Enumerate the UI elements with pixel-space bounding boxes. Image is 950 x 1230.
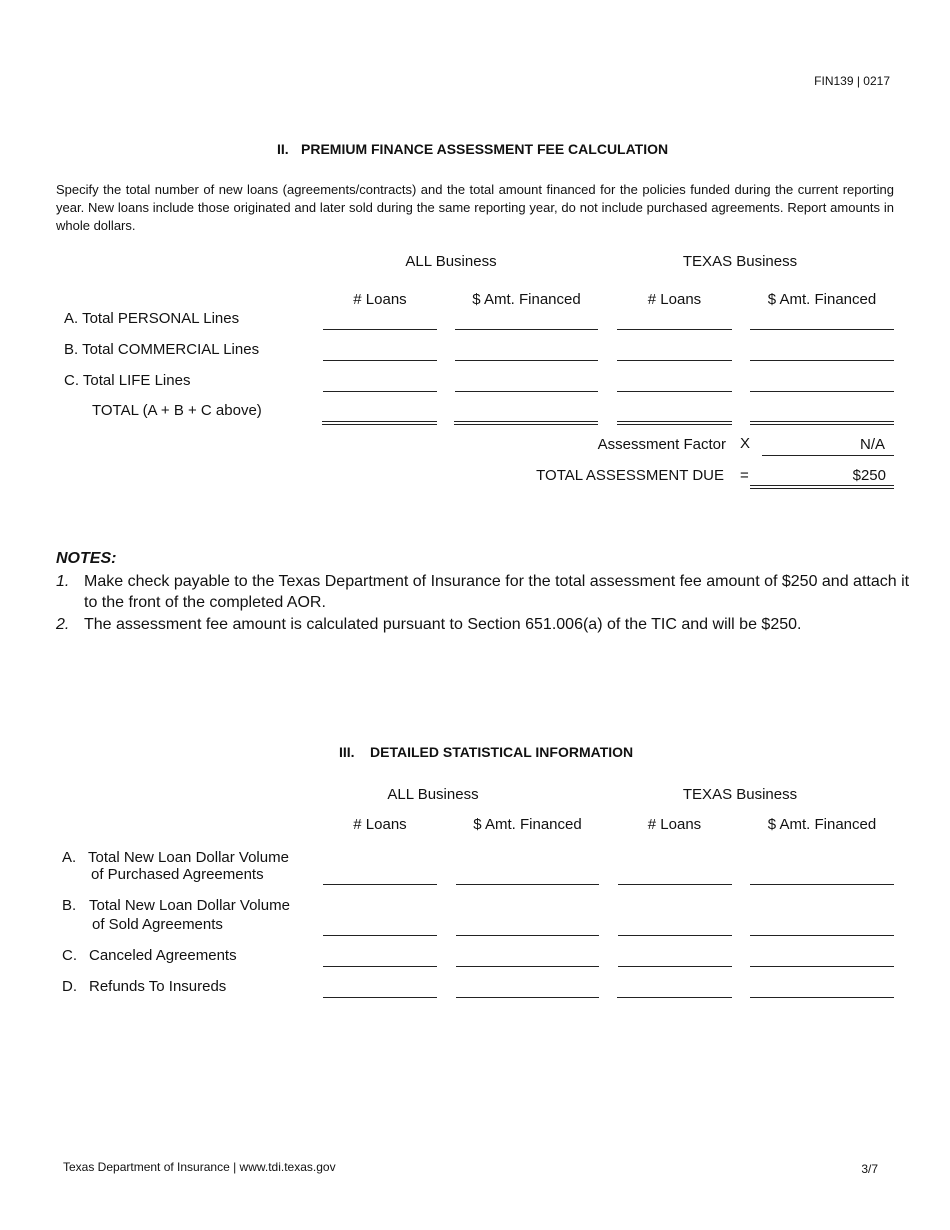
section-2-title: PREMIUM FINANCE ASSESSMENT FEE CALCULATION [301,141,669,157]
col-header-loans-texas: # Loans [647,291,702,308]
life-amt-texas-field[interactable] [750,391,894,392]
refunds-amt-texas-field[interactable] [750,997,894,998]
purchased-amt-texas-field[interactable] [750,884,894,885]
note-item [56,571,916,613]
section-2-instructions: Specify the total number of new loans (agreements/contracts) and the total amount financed for the policies funded during the current reporting year. New loans include those originated and later sold during the same reporting year, do not include purchased agreements. Report amounts in whole dollars. [56,182,894,233]
all-business-header-s3: ALL Business [387,786,479,803]
total-loans-texas-field[interactable] [617,421,732,425]
total-assessment-due-operator: = [740,467,749,484]
sold-amt-all-field[interactable] [456,935,599,936]
all-business-header: ALL Business [405,253,497,270]
note-number: 2. [56,616,70,633]
purchased-loans-all-field[interactable] [323,884,437,885]
notes-title: NOTES: [56,550,117,567]
col-header-loans-all-s3: # Loans [353,816,407,833]
row-personal-lines-label: A. Total PERSONAL Lines [64,310,240,327]
s3-row-letter: C. [62,947,77,964]
purchased-agreements-label-line2: of Purchased Agreements [91,866,264,883]
assessment-factor-operator: X [740,435,751,452]
personal-amt-texas-field[interactable] [750,329,894,330]
sold-agreements-label: Total New Loan Dollar Volume [89,897,290,914]
refunds-loans-texas-field[interactable] [617,997,732,998]
section-3-number: III. [339,744,355,760]
row-life-lines-label: C. Total LIFE Lines [64,372,191,389]
canceled-amt-all-field[interactable] [456,966,599,967]
page-number: 3/7 [861,1162,878,1176]
row-total-label: TOTAL (A + B + C above) [92,402,262,419]
row-commercial-lines-label: B. Total COMMERCIAL Lines [64,341,260,358]
personal-loans-texas-field[interactable] [617,329,732,330]
sold-amt-texas-field[interactable] [750,935,894,936]
section-3-title: DETAILED STATISTICAL INFORMATION [370,744,634,760]
sold-agreements-label-line2: of Sold Agreements [92,916,223,933]
canceled-agreements-label: Canceled Agreements [89,947,237,964]
canceled-loans-all-field[interactable] [323,966,437,967]
refunds-to-insureds-label: Refunds To Insureds [89,978,227,995]
footer-agency: Texas Department of Insurance | www.tdi.texas.gov [63,1160,336,1174]
commercial-loans-all-field[interactable] [323,360,437,361]
refunds-amt-all-field[interactable] [456,997,599,998]
s3-row-letter: B. [62,897,77,914]
texas-business-header: TEXAS Business [682,253,798,270]
total-assessment-due-label: TOTAL ASSESSMENT DUE [536,467,724,484]
purchased-amt-all-field[interactable] [456,884,599,885]
sold-loans-texas-field[interactable] [618,935,732,936]
note-item [56,614,916,635]
col-header-loans-all: # Loans [353,291,407,308]
purchased-agreements-label: Total New Loan Dollar Volume [88,849,289,866]
note-number: 1. [56,573,70,590]
commercial-amt-texas-field[interactable] [750,360,894,361]
note-text: Make check payable to the Texas Department of Insurance for the total assessment fee amount of $250 and attach it to the front of the completed AOR. [84,573,910,611]
commercial-loans-texas-field[interactable] [617,360,732,361]
canceled-amt-texas-field[interactable] [750,966,894,967]
personal-loans-all-field[interactable] [323,329,437,330]
assessment-factor-label: Assessment Factor [597,436,726,453]
life-loans-all-field[interactable] [323,391,437,392]
col-header-amt-texas-s3: $ Amt. Financed [767,816,877,833]
section-2-number: II. [277,141,289,157]
assessment-factor-value: N/A [859,436,885,453]
purchased-loans-texas-field[interactable] [618,884,732,885]
col-header-loans-texas-s3: # Loans [647,816,702,833]
form-id: FIN139 | 0217 [814,74,890,88]
life-amt-all-field[interactable] [455,391,598,392]
total-assessment-due-underline [750,485,894,489]
commercial-amt-all-field[interactable] [455,360,598,361]
sold-loans-all-field[interactable] [323,935,437,936]
total-amt-texas-field[interactable] [750,421,894,425]
assessment-factor-underline [762,455,894,456]
total-loans-all-field[interactable] [322,421,437,425]
total-amt-all-field[interactable] [454,421,598,425]
canceled-loans-texas-field[interactable] [618,966,732,967]
total-assessment-due-value: $250 [852,467,886,484]
col-header-amt-texas: $ Amt. Financed [767,291,877,308]
note-text: The assessment fee amount is calculated pursuant to Section 651.006(a) of the TIC and will be $250. [84,616,802,633]
life-loans-texas-field[interactable] [617,391,732,392]
col-header-amt-all: $ Amt. Financed [472,291,581,308]
refunds-loans-all-field[interactable] [323,997,437,998]
s3-row-letter: D. [62,978,77,995]
personal-amt-all-field[interactable] [455,329,598,330]
texas-business-header-s3: TEXAS Business [682,786,798,803]
s3-row-letter: A. [62,849,77,866]
col-header-amt-all-s3: $ Amt. Financed [473,816,582,833]
